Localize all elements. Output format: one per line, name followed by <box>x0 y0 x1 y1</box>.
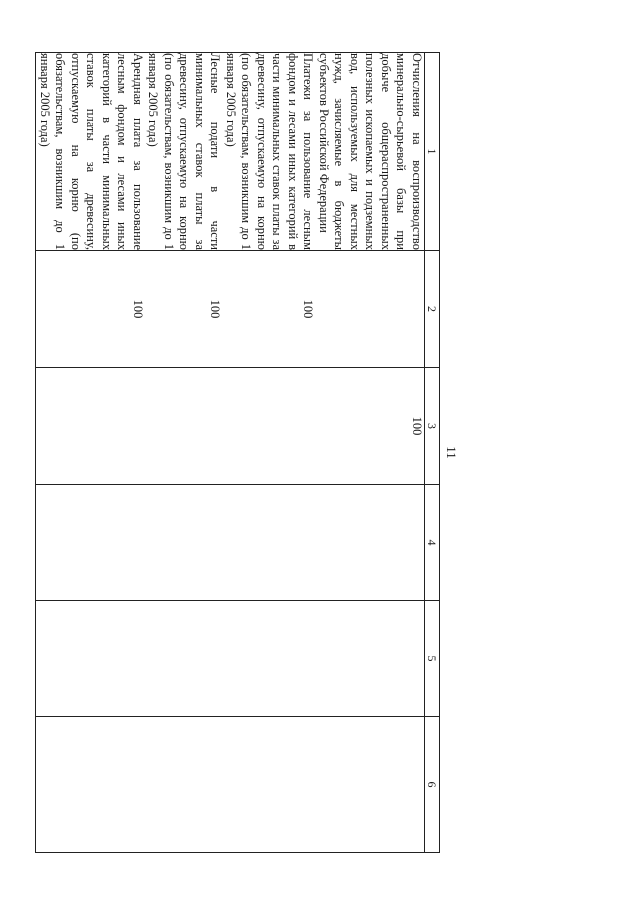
row-value-col2-text: 100 <box>301 299 316 319</box>
row-value-col2 <box>316 251 425 368</box>
column-header-6: 6 <box>425 717 440 853</box>
row-value-col4 <box>36 485 145 601</box>
column-header-3: 3 <box>425 368 440 485</box>
row-value-col5 <box>145 601 223 717</box>
row-description: Отчисления на воспроизводство минерально-сырьевой базы при добыче общераспространенных полезных ископаемых и подземных вод, используемых для местных нужд, зачисляемые в бюджеты субъектов Российской Федерации <box>317 53 424 250</box>
row-value-col2 <box>223 251 316 368</box>
table-row <box>223 53 316 853</box>
row-value-col4 <box>316 485 425 601</box>
row-description: Лесные подати в части минимальных ставок платы за древесину, отпускаемую на корню (по обязательствам, возникшим до 1 января 2005 года) <box>146 53 223 250</box>
row-value-col3 <box>145 368 223 485</box>
row-value-col4 <box>145 485 223 601</box>
column-header-1: 1 <box>425 53 440 251</box>
row-value-col2 <box>36 251 145 368</box>
column-header-4: 4 <box>425 485 440 601</box>
row-value-col2 <box>145 251 223 368</box>
revenue-distribution-table <box>36 52 441 853</box>
row-value-col6 <box>316 717 425 853</box>
row-value-col5 <box>316 601 425 717</box>
row-value-col3 <box>223 368 316 485</box>
row-value-col2-text: 100 <box>131 299 145 319</box>
row-value-col6 <box>223 717 316 853</box>
table-row <box>316 53 425 853</box>
row-description: Платежи за пользование лесным фондом и лесами иных категорий в части минимальных ставок платы за древесину, отпускаемую на корню (по обязательствам, возникшим до 1 января 2005 года) <box>224 53 316 250</box>
column-header-5: 5 <box>425 601 440 717</box>
row-value-col2-text: 100 <box>208 299 223 319</box>
row-value-col3 <box>36 368 145 485</box>
column-header-row <box>425 53 440 853</box>
table-row <box>145 53 223 853</box>
row-value-col3 <box>316 368 425 485</box>
table-row <box>36 53 145 853</box>
column-header-2: 2 <box>425 251 440 368</box>
row-value-col4 <box>223 485 316 601</box>
row-value-col5 <box>36 601 145 717</box>
row-value-col3-text: 100 <box>410 416 424 436</box>
row-description: Арендная плата за пользование лесным фондом и лесами иных категорий в части минимальных ставок платы за древесину, отпускаемую на корню (по обязательствам, возникшим до 1 января 2005 года) <box>38 53 145 250</box>
row-value-col6 <box>145 717 223 853</box>
row-value-col5 <box>223 601 316 717</box>
page-number: 11 <box>444 446 459 459</box>
row-value-col6 <box>36 717 145 853</box>
